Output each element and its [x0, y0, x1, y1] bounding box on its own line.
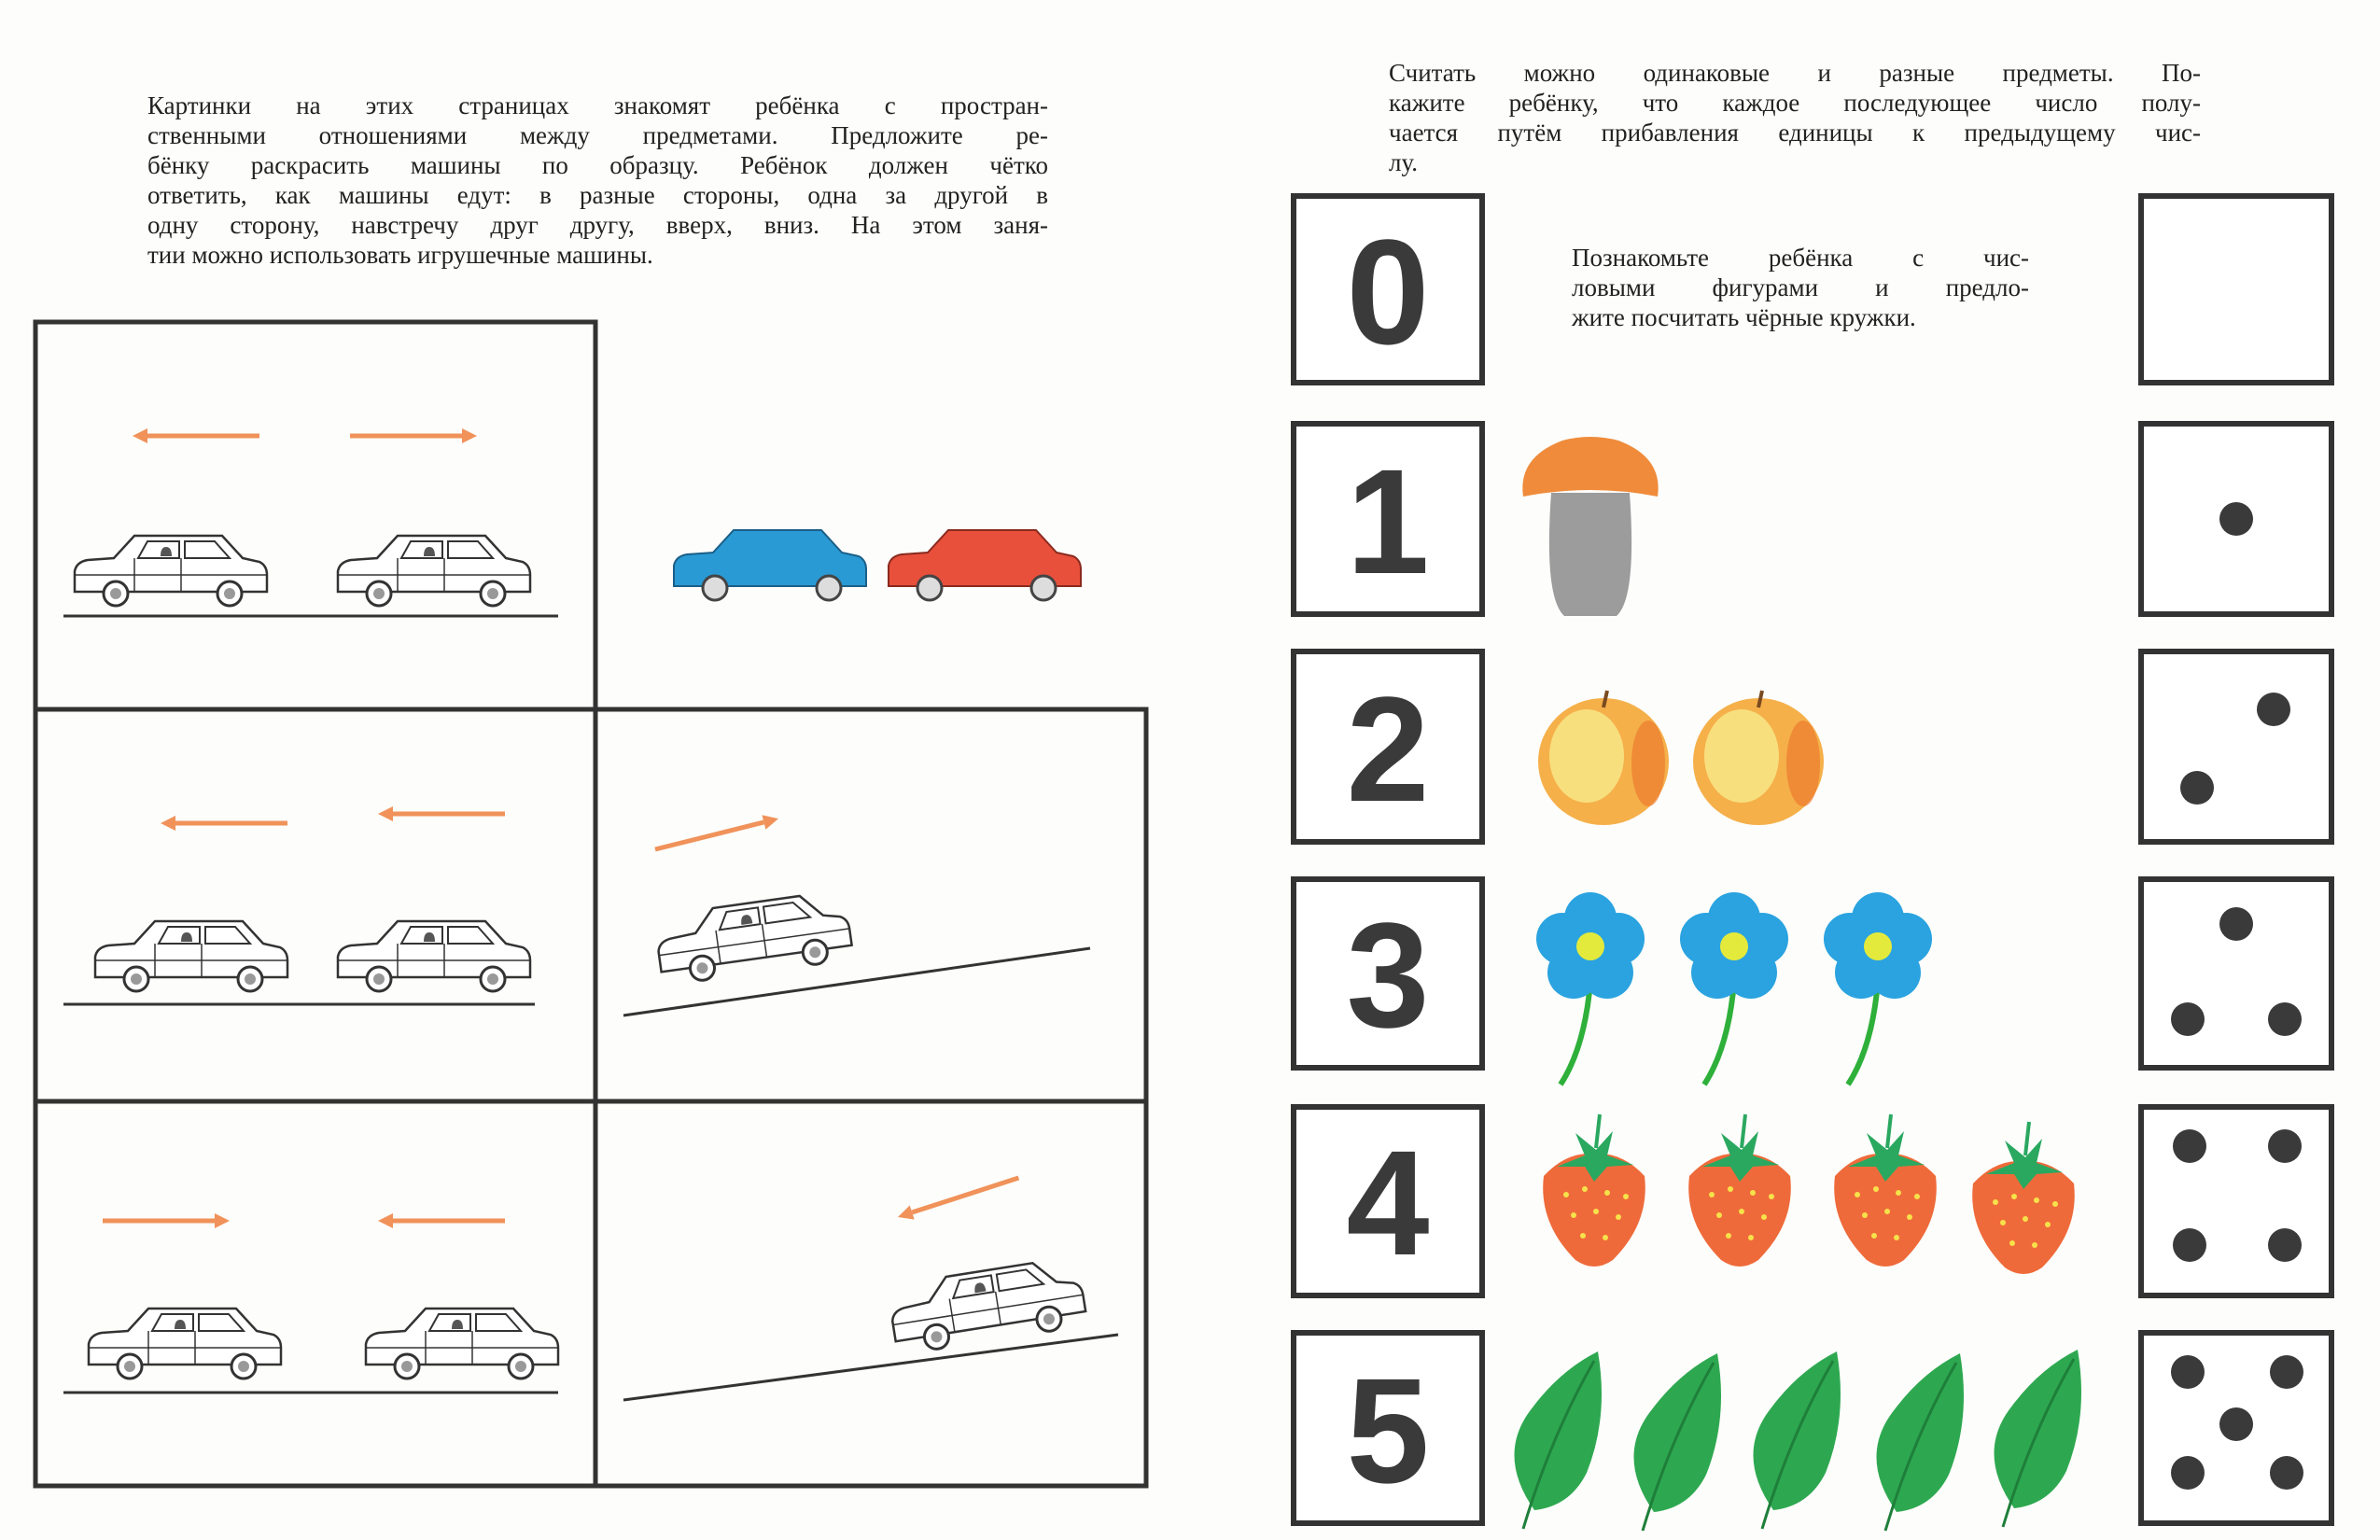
dot-icon — [2173, 1228, 2206, 1262]
right-instruction-line: кажите ребёнку, что каждое последующее число полу- — [1389, 89, 2201, 117]
dot-icon — [2268, 1228, 2302, 1262]
flower-icon — [1824, 892, 1932, 1085]
dot-figure-column — [2141, 196, 2331, 1523]
digit-0: 0 — [1346, 208, 1430, 375]
strawberry-icon — [1543, 1114, 1645, 1267]
arrow-right-icon — [103, 1213, 230, 1228]
objects — [1514, 437, 2081, 1531]
blue-car-icon — [674, 530, 866, 600]
dot-icon — [2268, 1002, 2302, 1036]
flower-icon — [1680, 892, 1788, 1085]
car-icon — [653, 889, 853, 986]
strawberry-icon — [1834, 1114, 1937, 1267]
dot-icon — [2171, 1355, 2205, 1389]
car-icon — [75, 536, 267, 606]
dot-icon — [2171, 1002, 2205, 1036]
arrow-down-left-icon — [896, 1170, 1021, 1224]
left-instruction-line: ственными отношениями между предметами. Предложите ре- — [147, 121, 1048, 149]
car-icon — [89, 1309, 281, 1379]
panel-uphill — [623, 811, 1090, 1015]
mushroom-icon — [1522, 437, 1658, 616]
left-instruction-line: Картинки на этих страницах знакомят ребёнка с простран- — [147, 91, 1048, 119]
car-icon — [338, 921, 530, 991]
dot-icon — [2180, 771, 2214, 805]
right-instruction-line: Считать можно одинаковые и разные предметы. По- — [1389, 59, 2201, 87]
dot-icon — [2257, 693, 2290, 726]
leaf-icon — [1514, 1351, 1602, 1529]
left-instruction-line: ответить, как машины едут: в разные стороны, одна за другой в — [147, 181, 1048, 209]
leaf-icon — [1876, 1353, 1964, 1531]
car-icon — [887, 1256, 1087, 1355]
left-instruction-line: тии можно использовать игрушечные машины. — [147, 241, 653, 269]
digit-1: 1 — [1346, 438, 1430, 605]
figure-note-line: Познакомьте ребёнка с чис- — [1572, 244, 2029, 272]
red-car-icon — [889, 530, 1081, 600]
digit-3: 3 — [1346, 891, 1430, 1058]
figure-note-line: ловыми фигурами и предло- — [1572, 273, 2029, 301]
strawberry-icon — [1688, 1114, 1791, 1267]
arrow-up-right-icon — [653, 811, 780, 856]
car-icon — [338, 536, 530, 606]
right-instruction-line: чается путём прибавления единицы к предыдущему чис- — [1389, 119, 2201, 147]
digit-5: 5 — [1346, 1347, 1430, 1514]
panel-towards-each-other — [63, 1213, 558, 1393]
panel-downhill — [623, 1170, 1118, 1400]
dot-icon — [2219, 907, 2253, 941]
digit-4: 4 — [1346, 1119, 1430, 1286]
dot-icon — [2171, 1456, 2205, 1490]
arrow-left-icon — [378, 1213, 505, 1228]
panel-sample-cars — [674, 530, 1081, 600]
dot-icon — [2173, 1129, 2206, 1163]
apple-icon — [1693, 691, 1824, 825]
dot-icon — [2268, 1129, 2302, 1163]
arrow-left-icon — [161, 816, 287, 831]
left-instruction-line: одну сторону, навстречу друг другу, вверх, вниз. На этом заня- — [147, 211, 1048, 239]
panel-one-after-another — [63, 806, 535, 1004]
dot-icon — [2270, 1355, 2303, 1389]
digit-2: 2 — [1346, 665, 1430, 833]
arrow-left-icon — [133, 428, 259, 443]
car-icon — [366, 1309, 558, 1379]
car-icon — [95, 921, 287, 991]
right-instruction-line: лу. — [1389, 148, 1419, 176]
panel-opposite-directions — [63, 428, 558, 616]
dot-icon — [2219, 502, 2253, 536]
apple-icon — [1538, 691, 1669, 825]
flower-icon — [1536, 892, 1645, 1085]
leaf-icon — [1994, 1350, 2081, 1527]
strawberry-icon — [1972, 1122, 2075, 1274]
digit-column — [1294, 196, 1482, 1523]
dot-icon — [2219, 1407, 2253, 1441]
figure-note-line: жите посчитать чёрные кружки. — [1572, 303, 1916, 331]
left-instruction-line: бёнку раскрасить машины по образцу. Ребёнок должен чётко — [147, 151, 1048, 179]
arrow-left-icon — [378, 806, 505, 821]
dot-icon — [2270, 1456, 2303, 1490]
arrow-right-icon — [350, 428, 477, 443]
leaf-icon — [1753, 1351, 1841, 1529]
leaf-icon — [1633, 1353, 1721, 1531]
